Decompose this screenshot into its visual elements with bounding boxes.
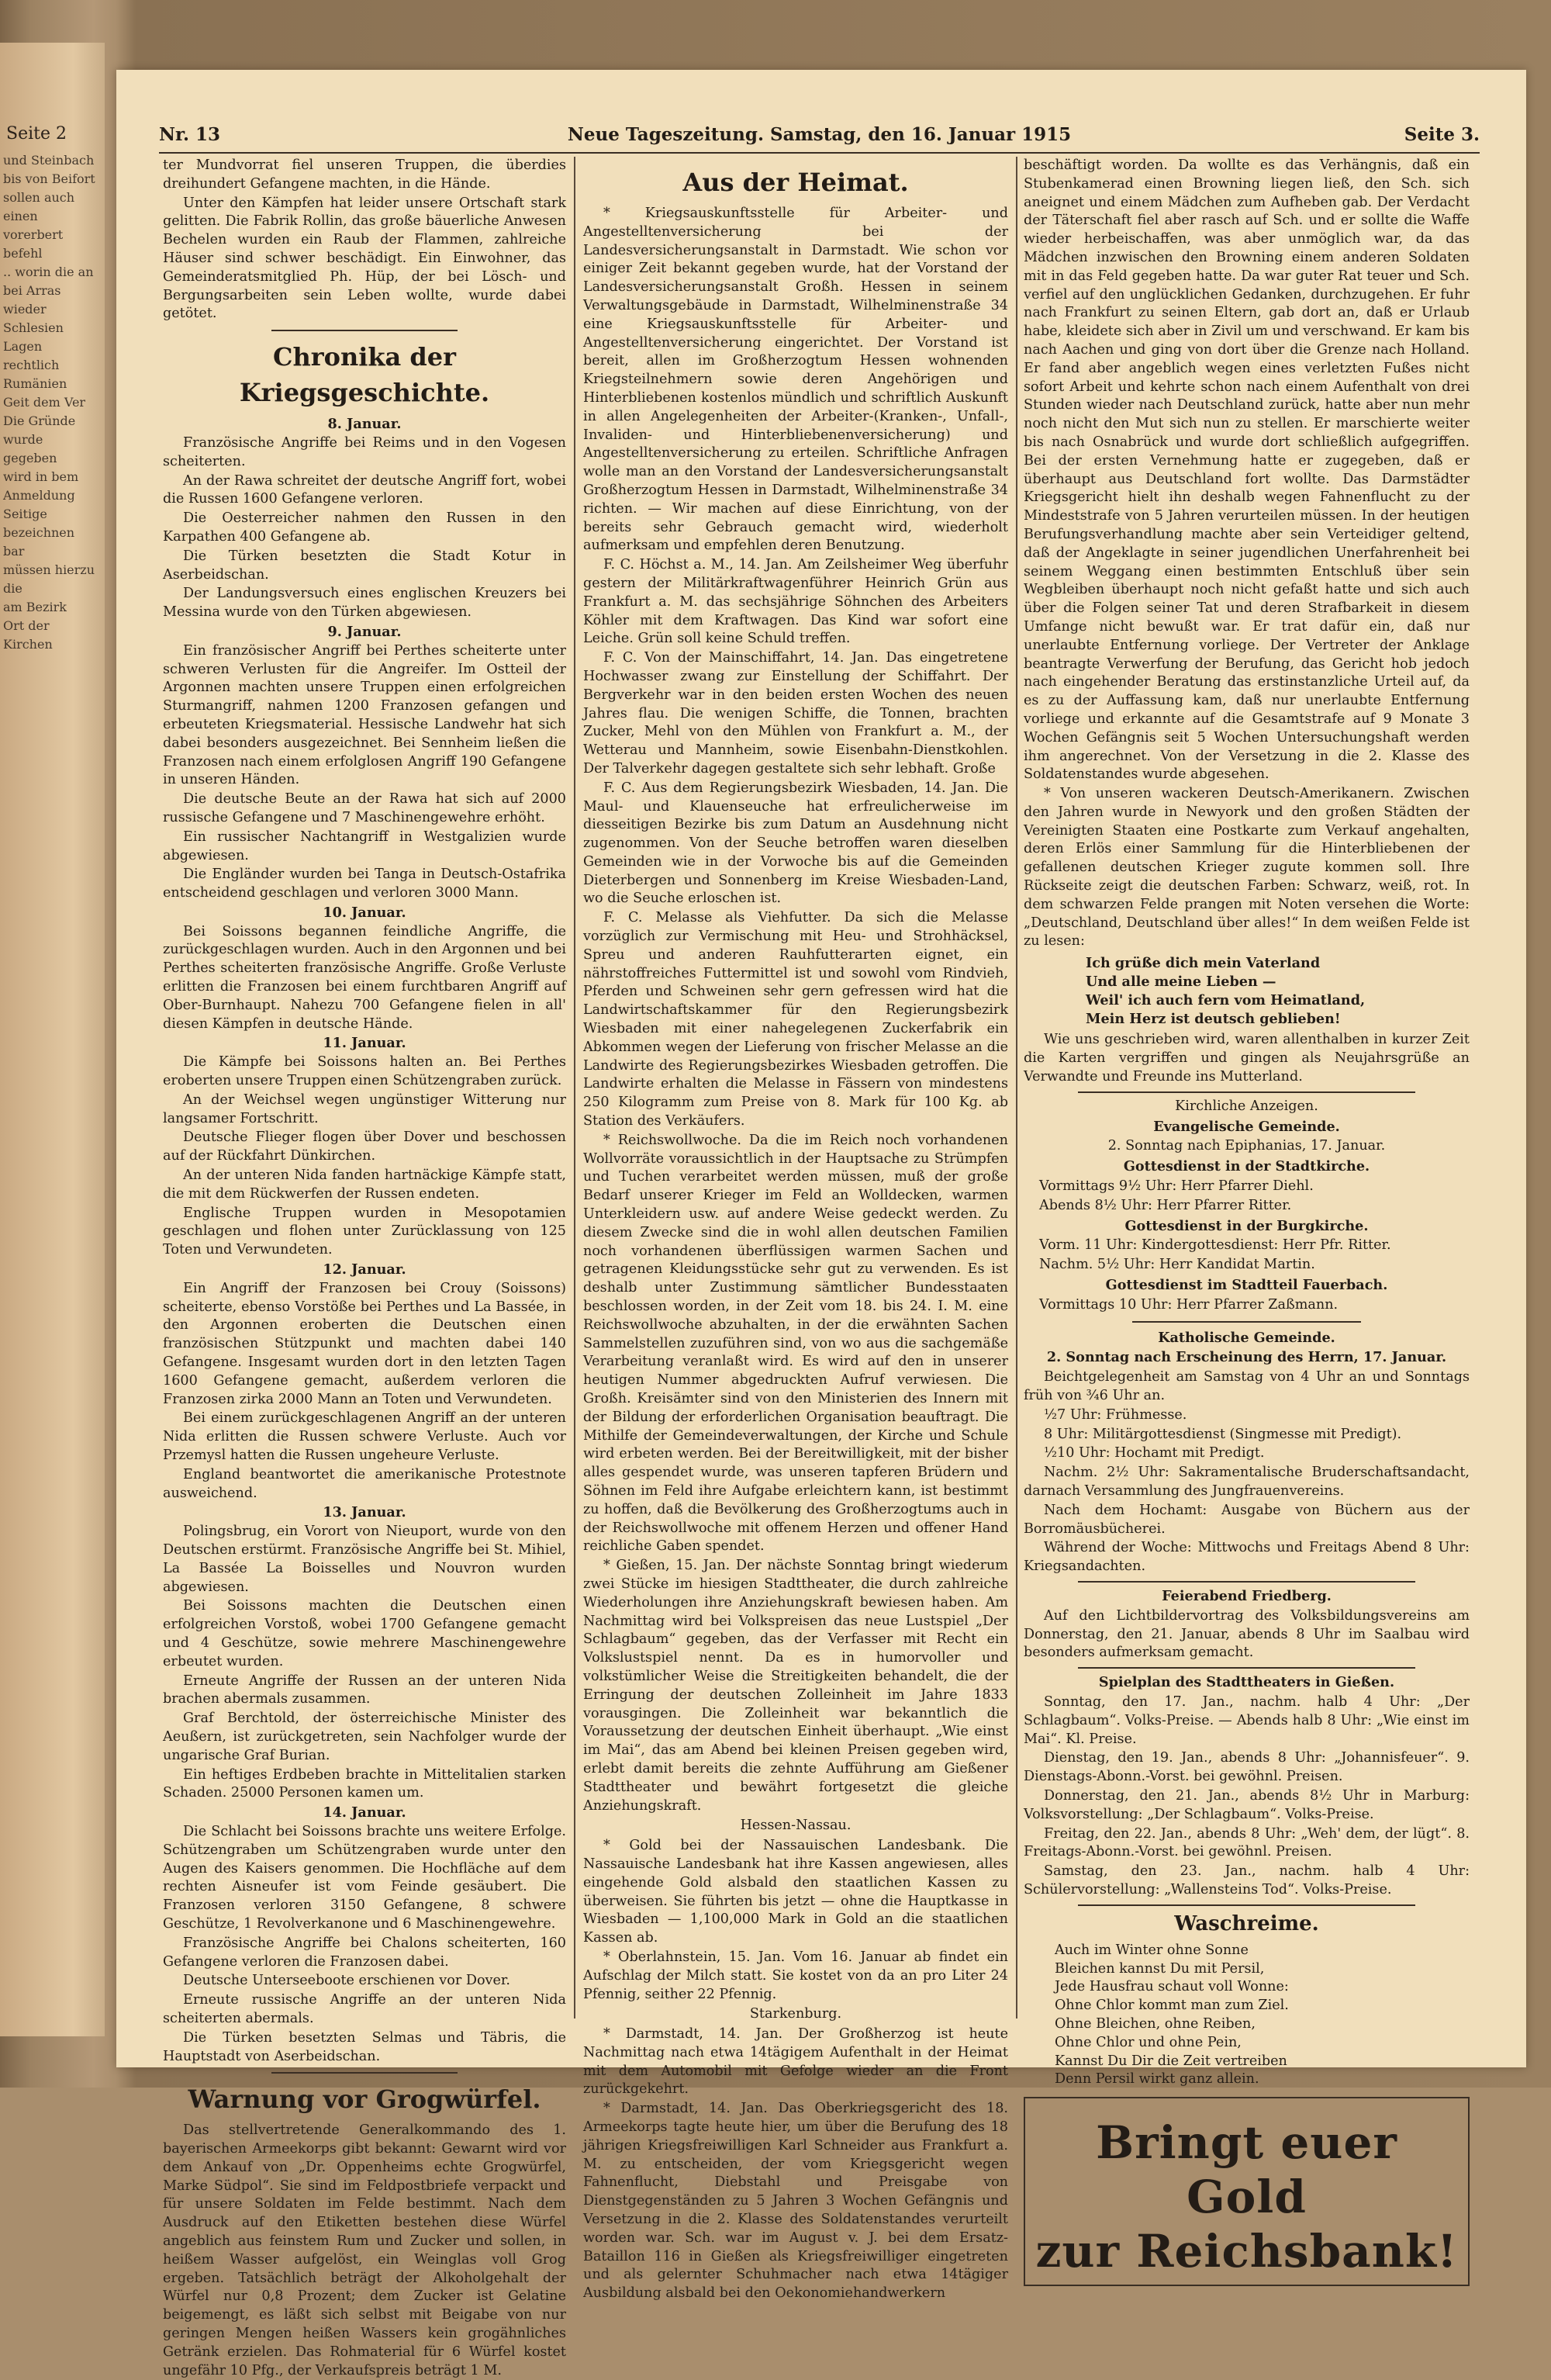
column-rule [574,157,575,2019]
divider [271,330,458,331]
paragraph: Deutsche Unterseeboote erschienen vor Dover. [183,1973,510,1989]
service-line: 8 Uhr: Militärgottesdienst (Singmesse mit Predigt). [1044,1426,1402,1442]
paragraph: * Gold bei der Nassauischen Landesbank. Die Nassauische Landesbank hat ihre Kassen angewiesen, alles eingehende Gold alsbald den staatlichen Kassen zu überweisen. Sie führten bis jetzt — ohne die Hauptkasse in Wiesbaden — 1,100,000 Mark in Gold an die staatlichen Kassen ab. [583,1838,1008,1946]
paragraph: F. C. Von der Mainschiffahrt, 14. Jan. Das eingetretene Hochwasser zwang zur Einstellung der Schiffahrt. Der Bergverkehr war in den beiden ersten Wochen des neuen Jahres flau. Die wenigen Schiffe, die Tonnen, brachten Zucker, Mehl von den Mühlen von Frankfurt a. M., der Wetterau und Mannheim, sowie Eisenbahn-Dienstkohlen. Der Talverkehr dagegen gestaltete sich sehr lebhaft. Große [583,650,1008,777]
service-line: Vorm. 11 Uhr: Kindergottesdienst: Herr Pfr. Ritter. [1039,1237,1391,1254]
poem-line: Kannst Du Dir die Zeit vertreiben [1055,2053,1287,2069]
service-line: Während der Woche: Mittwochs und Freitags Abend 8 Uhr: Kriegsandachten. [1024,1540,1470,1575]
paragraph: * Reichswollwoche. Da die im Reich noch vorhandenen Wollvorräte voraussichtlich in der Hauptsache zu Strümpfen und Tuchen verarbeitet werden müssen, muß der große Bedarf unserer Krieger im Feld an Wolldecken, warmen Unterkleidern usw. auf andere Weise gedeckt werden. Zu diesem Zwecke sind die in wohl allen deutschen Familien noch vorhandenen überflüssigen warmen Sachen und getragenen Kleidungsstücke sehr gut zu verwenden. Es ist deshalb unter Zustimmung sämtlicher Bundesstaaten beschlossen worden, in der Zeit vom 18. bis 24. I. M. eine Reichswollwoche abzuhalten, in der die erwähnten Sachen Sammelstellen zuzuführen sind, von wo aus die sachgemäße Verarbeitung veranlaßt wird. Es wird auf den in unserer heutigen Nummer abgedruckten Aufruf verwiesen. Die Großh. Kreisämter sind von den Ministerien des Innern mit der Bildung der erforderlichen Organisation beauftragt. Die Mithilfe der Gemeindeverwaltungen, der Kirche und Schule wird erbeten werden. Bei der Bereitwilligkeit, mit der bisher alles gespendet wurde, was unseren tapferen Brüdern und Söhnen im Feld ihre Aufgabe erleichtern kann, ist bestimmt zu hoffen, daß die Bevölkerung des Großherzogtums auch in der Reichswollwoche mit offenem Herzen und offener Hand reichliche Gaben spendet. [583,1132,1008,1555]
paragraph: Bei Soissons begannen feindliche Angriffe, die zurückgeschlagen wurden. Auch in den Argonnen und bei Perthes scheiterten französische Angriffe. Große Verluste erlitten die Franzosen bei einem furchtbaren Angriff auf Ober-Burnhaupt. Nahezu 700 Gefangene fielen in all' diesen Kämpfen in deutsche Hände. [163,923,566,1032]
paragraph: Englische Truppen wurden in Mesopotamien geschlagen und flohen unter Zurücklassung von 125 Toten und Verwundeten. [163,1205,566,1258]
paragraph: Die Engländer wurden bei Tanga in Deutsch-Ostafrika entscheidend geschlagen und verloren 3000 Mann. [163,867,566,901]
paragraph: Wie uns geschrieben wird, waren allenthalben in kurzer Zeit die Karten vergriffen und gingen als Neujahrsgrüße an Verwandte und Freunde ins Mutterland. [1024,1032,1470,1085]
previous-page-edge [0,43,105,2036]
column-rule [1016,157,1017,2019]
paragraph: Der Landungsversuch eines englischen Kreuzers bei Messina wurde von den Türken abgewiesen. [163,586,566,621]
service-line: ½7 Uhr: Frühmesse. [1044,1406,1187,1423]
paragraph: Ein französischer Angriff bei Perthes scheiterte unter schweren Verlusten für die Angreifer. Im Ostteil der Argonnen machten unsere Truppen einen erfolgreichen Sturmangriff, nahmen 1200 Franzosen gefangen und erbeuteten Kriegsmaterial. Hessische Landwehr hat sich dabei besonders ausgezeichnet. Bei Sennheim ließen die Franzosen nach einem erfolglosen Angriff 190 Gefangene in unseren Händen. [163,642,566,788]
column-1 [163,157,566,2378]
waschreime-title: Waschreime. [1174,1911,1319,1935]
paragraph: * Darmstadt, 14. Jan. Das Oberkriegsgericht des 18. Armeekorps tagte heute hier, um über die Berufung des 18 jährigen Kriegsfreiwilligen Karl Schneider aus Frankfurt a. M. zu entscheiden, der vom Kriegsgericht wegen Fahnenflucht, Diebstahl und Preisgabe von Dienstgegenständen zu 5 Jahren 3 Wochen Gefängnis und Versetzung in die 2. Klasse des Soldatenstandes verurteilt worden war. Sch. war im August v. J. bei dem Ersatz-Bataillon 116 in Gießen als Kriegsfreiwilliger eingetreten und als gelernter Schuhmacher nach etwa 14tägiger Ausbildung alsbald bei den Oekonomiehandwerkern [583,2101,1008,2302]
evang-heading: Evangelische Gemeinde. [1153,1118,1340,1135]
paragraph: Erneute russische Angriffe an der unteren Nida scheiterten abermals. [163,1992,566,2026]
previous-page-header: Seite 2 [6,124,67,144]
poem-line: Bleichen kannst Du mit Persil, [1055,1960,1265,1977]
poem-line: Ich grüße dich mein Vaterland [1086,955,1321,972]
paragraph: Bei einem zurückgeschlagenen Angriff an der unteren Nida erlitten die Russen schwere Verluste. Auch vor Przemysl hatten die Russen ungeheure Verluste. [163,1410,566,1463]
divider [1078,1091,1415,1093]
paragraph: Die Oesterreicher nahmen den Russen in den Karpathen 400 Gefangene ab. [163,510,566,545]
kirchliche-heading: Kirchliche Anzeigen. [1175,1098,1318,1114]
service-heading: Gottesdienst im Stadtteil Fauerbach. [1105,1277,1388,1294]
paragraph: Die Türken besetzten Selmas und Täbris, die Hauptstadt von Aserbeidschan. [163,2029,566,2064]
poem [1024,954,1470,1028]
gold-appeal-box [1024,2097,1470,2286]
poem-line: Ohne Chlor und ohne Pein, [1055,2034,1242,2050]
spielplan-line: Dienstag, den 19. Jan., abends 8 Uhr: „Johannisfeuer“. 9. Dienstags-Abonn.-Vorst. bei gewöhnl. Preisen. [1024,1750,1470,1785]
column-2 [583,157,1008,2302]
poem-line: Auch im Winter ohne Sonne [1055,1942,1249,1958]
masthead: Neue Tageszeitung. Samstag, den 16. Januar 1915 [567,124,1072,145]
divider [1078,1904,1415,1906]
paragraph: Die Schlacht bei Soissons brachte uns weitere Erfolge. Schützengraben um Schützengraben wurde unter den Augen des Kaisers genommen. Die Hochfläche auf dem rechten Aisneufer ist vom Feinde gesäubert. Die Franzosen verloren 3150 Gefangene, 8 schwere Geschütze, 1 Revolverkanone und 6 Maschinengewehre. [163,1823,566,1932]
kath-heading: Katholische Gemeinde. [1158,1329,1335,1346]
spielplan-line: Donnerstag, den 21. Jan., abends 8½ Uhr in Marburg: Volksvorstellung: „Der Schlagbaum“. Volks-Preise. [1024,1787,1470,1822]
paragraph: * Oberlahnstein, 15. Jan. Vom 16. Januar ab findet ein Aufschlag der Milch statt. Sie kostet von da an pro Liter 24 Pfennig, seither 22 Pfennig. [583,1949,1008,2002]
paragraph: beschäftigt worden. Da wollte es das Verhängnis, daß ein Stubenkamerad einen Browning liegen ließ, den Sch. sich aneignet und einem Mädchen zum Aufheben gab. Der Verdacht der Täterschaft fiel aber rasch auf Sch. und er sollte die Waffe wieder herbeischaffen, was aber unmöglich war, da das Mädchen inzwischen den Browning einem anderen Soldaten mit in das Feld gegeben hatte. Da war guter Rat teuer und Sch. verfiel auf den unglücklichen Gedanken, durchzugehen. Er fuhr nach Frankfurt zu seinen Eltern, gab dort an, daß er Urlaub habe, kleidete sich aber in Zivil um und verschwand. Er kam bis nach Aachen und ging von dort über die Grenze nach Holland. Er fand aber angeblich wegen eines verletzten Fußes nicht sofort Arbeit und kehrte schon nach einem Aufenthalt von drei Stunden wieder nach Deutschland zurück, hatte aber nun mehr noch nicht den Mut sich nun zu stellen. Er marschierte weiter bis nach Osnabrück und wurde dort schließlich aufgegriffen. Bei der ersten Vernehmung hatte er zugegeben, daß er überhaupt aus Deutschland fort wollte. Das Darmstädter Kriegsgericht hielt ihn deshalb wegen Fahnenflucht zu der Mindeststrafe von 5 Jahren verurteilen müssen. In der heutigen Berufungsverhandlung machte aber sein Verteidiger geltend, daß der Angeklagte in seiner jugendlichen Unerfahrenheit bei seinem Weggang einen bestimmten Entschluß über sein Wegbleiben überhaupt noch nicht gefaßt hatte und sich auch über die Folgen seiner Tat und deren Strafbarkeit in diesem Umfange nicht bewußt war. Er trat dafür ein, daß nur unerlaubte Entfernung vorliege. Der Vertreter der Anklage beantragte Verwerfung der Berufung, das Gericht hob jedoch nach eingehender Beratung das erstinstanzliche Urteil auf, da es zu der Auffassung kam, daß nur unerlaubte Entfernung vorliege und erkannte auf die Gesamtstrafe auf 9 Monate 3 Wochen Gefängnis seit 5 Wochen Untersuchungshaft werden ihm angerechnet. Von der Versetzung in die 2. Klasse des Soldatenstandes wurde abgesehen. [1024,157,1470,783]
region-heading: Starkenburg. [749,2006,842,2022]
paragraph: England beantwortet die amerikanische Protestnote ausweichend. [163,1466,566,1501]
service-line: Vormittags 9½ Uhr: Herr Pfarrer Diehl. [1039,1178,1314,1195]
service-line: Nachm. 2½ Uhr: Sakramentalische Bruderschaftsandacht, darnach Versammlung des Jungfrauenvereins. [1024,1465,1470,1499]
paragraph: Unter den Kämpfen hat leider unsere Ortschaft stark gelitten. Die Fabrik Rollin, das große bäuerliche Anwesen Bechelen wurden ein Raub der Flammen, zahlreiche Häuser sind schwer beschädigt. Ein Einwohner, das Gemeinderatsmitglied Ph. Hüp, der bei Lösch- und Bergungsarbeiten sein Leben wollte, wurde dabei getötet. [163,195,566,322]
paragraph: Französische Angriffe bei Chalons scheiterten, 160 Gefangene verloren die Franzosen dabei. [163,1935,566,1970]
date-heading: 14. Januar. [323,1804,406,1821]
page-number: Seite 3. [1404,124,1480,145]
paragraph: Bei Soissons machten die Deutschen einen erfolgreichen Vorstoß, wobei 1700 Gefangene gemacht und 4 Geschütze, sowie mehrere Maschinengewehre erbeutet wurden. [163,1598,566,1669]
divider [1078,1667,1415,1669]
paragraph: Ein russischer Nachtangriff in Westgalizien wurde abgewiesen. [163,829,566,863]
date-heading: 9. Januar. [327,623,402,640]
poem-line: Denn Persil wirkt ganz allein. [1055,2071,1259,2088]
region-heading: Hessen-Nassau. [740,1818,851,1834]
waschreime-poem [1024,1942,1470,2089]
newspaper-page [116,70,1526,2378]
divider [1132,1321,1361,1323]
paragraph: An der Rawa schreitet der deutsche Angriff fort, wobei die Russen 1600 Gefangene verloren. [163,472,566,507]
paragraph: Auf den Lichtbildervortrag des Volksbildungsvereins am Donnerstag, den 21. Januar, abends 8 Uhr im Saalbau wird besonders aufmerksam gemacht. [1024,1607,1470,1661]
paragraph: Die deutsche Beute an der Rawa hat sich auf 2000 russische Gefangene und 7 Maschinengewehre erhöht. [163,791,566,825]
service-line: Vormittags 10 Uhr: Herr Pfarrer Zaßmann. [1039,1296,1339,1313]
service-line: Nachm. 5½ Uhr: Herr Kandidat Martin. [1039,1257,1315,1273]
column-3 [1024,157,1470,2278]
poem-line: Ohne Bleichen, ohne Reiben, [1055,2015,1256,2032]
gold-appeal-line-1: Bringt euer Gold [1096,2116,1397,2224]
spielplan-line: Samstag, den 23. Jan., nachm. halb 4 Uhr: Schülervorstellung: „Wallensteins Tod“. Volks-Preise. [1024,1863,1470,1897]
paragraph: * Gießen, 15. Jan. Der nächste Sonntag bringt wiederum zwei Stücke im hiesigen Stadttheater, die durch zahlreiche Wiederholungen ihre Anziehungskraft bewiesen haben. Am Nachmittag wird bei Volkspreisen das neue Lustspiel „Der Schlagbaum“ gegeben, das der Verfasser mit Recht ein Volkslustspiel nennt. Da es in humorvoller und volkstümlicher Weise die Streitigkeiten behandelt, die der Erringung der deutschen Zolleinheit im Jahre 1833 vorausgingen. Die Zolleinheit war bekanntlich die Voraussetzung der deutschen Einheit überhaupt. „Wie einst im Mai“, das am Abend bei kleinen Preisen gegeben wird, erlebt damit bereits die zehnte Aufführung am Gießener Stadttheater und bewährt fortgesetzt die gleiche Anziehungskraft. [583,1558,1008,1814]
service-line: ½10 Uhr: Hochamt mit Predigt. [1044,1445,1265,1462]
paragraph: Französische Angriffe bei Reims und in den Vogesen scheiterten. [163,434,566,469]
paragraph: Polingsbrug, ein Vorort von Nieuport, wurde von den Deutschen erstürmt. Französische Angriffe bei St. Mihiel, La Bassée La Boisselles und Nouvron wurden abgewiesen. [163,1524,566,1595]
divider [1078,1581,1415,1583]
previous-page-text: und Steinbach bis von Beifort sollen auch einen vorerbert befehl .. worin die an bei Arras wieder Schlesien Lagen rechtlich Rumänien Geit dem Ver Die Gründe wurde gegeben wird in bem Anmeldung Seitige bezeichnen bar müssen hierzu die am Bezirk Ort der Kirchen [3,153,95,652]
paragraph: An der unteren Nida fanden hartnäckige Kämpfe statt, die mit dem Rückwerfen der Russen endeten. [163,1168,566,1202]
paragraph: Die Kämpfe bei Soissons halten an. Bei Perthes eroberten unsere Truppen einen Schützengraben zurück. [163,1054,566,1089]
paragraph: Ein Angriff der Franzosen bei Crouy (Soissons) scheiterte, ebenso Vorstöße bei Perthes und La Bassée, in den Argonnen eroberten die Deutschen einen französischen Stützpunkt und machten dabei 140 Gefangene. Insgesamt wurden dort in den letzten Tagen 1600 Gefangene gemacht, außerdem verloren die Franzosen zirka 2000 Mann an Toten und Verwundeten. [163,1280,566,1407]
date-heading: 8. Januar. [327,416,402,433]
paragraph: Das stellvertretende Generalkommando des 1. bayerischen Armeekorps gibt bekannt: Gewarnt wird vor dem Ankauf von „Dr. Oppenheims echte Grogwürfel, Marke Südpol“. Sie sind im Feldpostbriefe verpackt und für unsere Soldaten im Felde bestimmt. Nach dem Ausdruck auf den Etiketten bestehen diese Würfel angeblich aus feinstem Rum und Zucker und sollen, in heißem Wasser aufgelöst, ein Weinglas voll Grog ergeben. Tatsächlich beträgt der Alkoholgehalt der Würfel nur 0,8 Prozent; dem Zucker ist Gelatine beigemengt, es läßt sich selbst mit Beigabe von nur geringen Mengen heißen Wassers kein grogähnliches Getränk erzielen. Das Rohmaterial für 6 Würfel kostet ungefähr 10 Pfg., der Verkaufspreis beträgt 1 M. [163,2122,566,2378]
paragraph: F. C. Melasse als Viehfutter. Da sich die Melasse vorzüglich zur Vermischung mit Heu- und Strohhäcksel, Spreu und anderen Rauhfutterarten eignet, ein nährstoffreiches Futtermittel ist und sowohl vom Rindvieh, Pferden und Schweinen sehr gern gefressen wird hat die Landwirtschaftskammer für den Regierungsbezirk Wiesbaden mit einer nahegelegenen Zuckerfabrik ein Abkommen wegen der Lieferung von frischer Melasse an die Landwirte des Regierungsbezirkes Wiesbaden getroffen. Die Landwirte erhalten die Melasse in Fässern von mindestens 250 Kilogramm zum Preise von 8. Mark für 100 Kg. ab Station des Verkäufers. [583,910,1008,1129]
feierabend-heading: Feierabend Friedberg. [1162,1587,1332,1604]
divider [271,2072,458,2074]
spielplan-line: Freitag, den 22. Jan., abends 8 Uhr: „Weh' dem, der lügt“. 8. Freitags-Abonn.-Vorst. bei gewöhnl. Preisen. [1024,1825,1470,1860]
paragraph: Erneute Angriffe der Russen an der unteren Nida brachen abermals zusammen. [163,1673,566,1707]
warnung-title: Warnung vor Grogwürfel. [188,2084,541,2115]
service-line: Abends 8½ Uhr: Herr Pfarrer Ritter. [1039,1197,1292,1213]
paragraph: * Darmstadt, 14. Jan. Der Großherzog ist heute Nachmittag nach etwa 14tägigem Aufenthalt in der Heimat mit dem Automobil mit Gefolge wieder an die Front zurückgekehrt. [583,2026,1008,2098]
service-line: Nach dem Hochamt: Ausgabe von Büchern aus der Borromäusbücherei. [1024,1502,1470,1537]
heimat-title: Aus der Heimat. [682,168,909,197]
date-heading: 12. Januar. [323,1261,406,1278]
paragraph: F. C. Aus dem Regierungsbezirk Wiesbaden, 14. Jan. Die Maul- und Klauenseuche hat erfreulicherweise im diesseitigen Bezirke bis zum Datum an Ausdehnung nicht zugenommen. Von der Seuche betroffen waren dieselben Gemeinden wie in der Vorwoche bis auf die Gemeinden Dieterbergen und Sonnenberg im Kreise Wiesbaden-Land, wo die Seuche erloschen ist. [583,780,1008,907]
chronik-title: Chronika der Kriegsgeschichte. [239,342,490,408]
spielplan-heading: Spielplan des Stadttheaters in Gießen. [1098,1674,1395,1691]
page-header [159,124,1480,154]
paragraph: Deutsche Flieger flogen über Dover und beschossen auf der Rückfahrt Dünkirchen. [163,1129,566,1164]
paragraph: An der Weichsel wegen ungünstiger Witterung nur langsamer Fortschritt. [163,1091,566,1126]
date-heading: 10. Januar. [323,904,406,921]
service-heading: Gottesdienst in der Burgkirche. [1124,1217,1369,1234]
paragraph: Graf Berchtold, der österreichische Minister des Aeußern, ist zurückgetreten, sein Nachfolger wurde der ungarische Graf Burian. [163,1711,566,1763]
poem-line: Und alle meine Lieben — [1086,974,1276,991]
poem-line: Weil' ich auch fern vom Heimatland, [1086,991,1366,1008]
paragraph: F. C. Höchst a. M., 14. Jan. Am Zeilsheimer Weg überfuhr gestern der Militärkraftwagenführer Heinrich Grün aus Frankfurt a. M. das sechsjährige Söhnchen des Arbeiters Köhler mit dem Kraftwagen. Das Kind war sofort eine Leiche. Grün soll keine Schuld treffen. [583,557,1008,647]
spielplan-line: Sonntag, den 17. Jan., nachm. halb 4 Uhr: „Der Schlagbaum“. Volks-Preise. — Abends halb 8 Uhr: „Wie einst im Mai“. Kl. Preise. [1024,1693,1470,1747]
paragraph: Die Türken besetzten die Stadt Kotur in Aserbeidschan. [163,548,566,583]
poem-line: Jede Hausfrau schaut voll Wonne: [1055,1979,1289,1995]
paragraph: * Kriegsauskunftsstelle für Arbeiter- und Angestelltenversicherung bei der Landesversicherungsanstalt in Darmstadt. Wie schon vor einiger Zeit bekannt gegeben wurde, hat der Vorstand der Landesversicherungsanstalt Großh. Hessen in seinem Verwaltungsgebäude in Darmstadt, Wilhelminenstraße 34 eine Kriegsauskunftsstelle für Arbeiter- und Angestelltenversicherung eingerichtet. Der Vorstand ist bereit, allen im Großherzogtum Hessen wohnenden Kriegsteilnehmern sowie deren Angehörigen und Hinterbliebenen kostenlos mündlich und schriftlich Auskunft in allen Angelegenheiten der Arbeiter-(Kranken-, Unfall-, Invaliden- und Hinterbliebenenversicherung) und Angestelltenversicherung zu erteilen. Schriftliche Anfragen wolle man an den Vorstand der Landesversicherungsanstalt Großherzogtum Hessen in Darmstadt, Wilhelminenstraße 34 richten. — Wir machen auf diese Einrichtung, von der bereits sehr Gebrauch gemacht wird, wiederholt aufmerksam und empfehlen deren Benutzung. [583,206,1008,554]
evang-sunday: 2. Sonntag nach Epiphanias, 17. Januar. [1107,1138,1386,1154]
gold-appeal-line-2: zur Reichsbank! [1035,2225,1458,2278]
service-line: Beichtgelegenheit am Samstag von 4 Uhr an und Sonntags früh von ¾6 Uhr an. [1024,1369,1470,1403]
kath-sunday: 2. Sonntag nach Erscheinung des Herrn, 17. Januar. [1046,1349,1447,1366]
service-heading: Gottesdienst in der Stadtkirche. [1123,1158,1370,1175]
paragraph: Ein heftiges Erdbeben brachte in Mittelitalien starken Schaden. 25000 Personen kamen um. [163,1766,566,1801]
poem-line: Ohne Chlor kommt man zum Ziel. [1055,1998,1289,2014]
issue-number: Nr. 13 [159,124,221,145]
poem-line: Mein Herz ist deutsch geblieben! [1086,1010,1341,1027]
paragraph: * Von unseren wackeren Deutsch-Amerikanern. Zwischen den Jahren wurde in Newyork und den großen Städten der Vereinigten Staaten eine Postkarte zum Verkauf angehalten, deren Erlös einer Sammlung für die Hinterbliebenen der gefallenen deutschen Krieger zugute kommen soll. Ihre Rückseite zeigt die deutschen Farben: Schwarz, weiß, rot. In dem schwarzen Felde prangen mit Noten versehen die Worte: „Deutschland, Deutschland über alles!“ In dem weißen Felde ist zu lesen: [1024,786,1470,950]
paragraph: ter Mundvorrat fiel unseren Truppen, die überdies dreihundert Gefangene machten, in die Hände. [163,157,566,192]
date-heading: 11. Januar. [323,1035,406,1052]
date-heading: 13. Januar. [323,1504,406,1521]
